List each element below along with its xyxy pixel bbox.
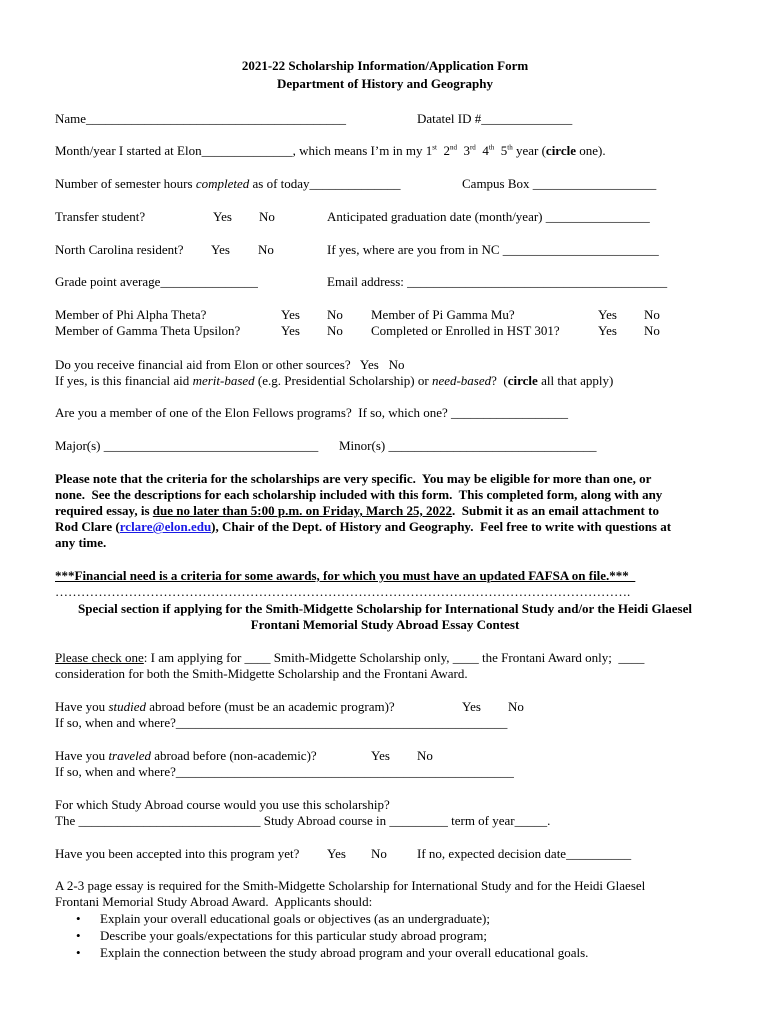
- hst-no-option[interactable]: No: [644, 323, 660, 338]
- essay-requirement-2: Frontani Memorial Study Abroad Award. Applicants should:: [55, 894, 373, 909]
- notice-line-2: none. See the descriptions for each scholarship included with this form. This completed form, along with any: [55, 487, 663, 502]
- majors-field[interactable]: Major(s) _________________________________: [55, 438, 319, 453]
- pgm-yes-option[interactable]: Yes: [598, 307, 617, 322]
- pi-gamma-mu-label: Member of Pi Gamma Mu?: [371, 307, 515, 322]
- datatel-id-field[interactable]: Datatel ID #______________: [417, 111, 573, 126]
- month-year-started-field[interactable]: Month/year I started at Elon______________, which means I’m in my 1st 2nd 3rd 4th 5th year (circle one).: [55, 143, 606, 158]
- nc-hometown-field[interactable]: If yes, where are you from in NC ________________________: [327, 242, 659, 257]
- email-field[interactable]: Email address: ________________________________________: [327, 274, 668, 289]
- special-section-title-2: Frontani Memorial Study Abroad Essay Contest: [250, 617, 520, 632]
- special-section-title-1: Special section if applying for the Smith-Midgette Scholarship for International Study and/or the Heidi Glaesel: [78, 601, 692, 616]
- nc-resident-label: North Carolina resident?: [55, 242, 184, 257]
- financial-aid-question: Do you receive financial aid from Elon or other sources? Yes No: [55, 357, 405, 372]
- hst301-label: Completed or Enrolled in HST 301?: [371, 323, 560, 338]
- essay-bullet-item: • Explain your overall educational goals or objectives (as an undergraduate);: [76, 911, 490, 926]
- studied-no-option[interactable]: No: [508, 699, 524, 714]
- notice-line-5: any time.: [55, 535, 107, 550]
- finaid-no-option[interactable]: No: [388, 357, 405, 372]
- notice-line-4: Rod Clare (rclare@elon.edu), Chair of the Dept. of History and Geography. Feel free to write with questions at: [55, 519, 672, 534]
- transfer-yes-option[interactable]: Yes: [213, 209, 232, 224]
- graduation-date-field[interactable]: Anticipated graduation date (month/year) ________________: [327, 209, 650, 224]
- nc-yes-option[interactable]: Yes: [211, 242, 230, 257]
- bullet-icon: •: [76, 911, 81, 926]
- essay-bullet-item: • Explain the connection between the study abroad program and your overall educational goals.: [76, 945, 589, 960]
- notice-line-1: Please note that the criteria for the scholarships are very specific. You may be eligible for more than one, or: [55, 471, 652, 486]
- name-field[interactable]: Name________________________________________: [55, 111, 347, 126]
- notice-line-3: required essay, is due no later than 5:00 p.m. on Friday, March 25, 2022. Submit it as an email attachment to: [55, 503, 659, 518]
- studied-when-field[interactable]: If so, when and where?___________________________________________________: [55, 715, 508, 730]
- essay-bullet-item: • Describe your goals/expectations for this particular study abroad program;: [76, 928, 487, 943]
- gamma-theta-upsilon-label: Member of Gamma Theta Upsilon?: [55, 323, 241, 338]
- pat-no-option[interactable]: No: [327, 307, 343, 322]
- decision-date-field[interactable]: If no, expected decision date__________: [417, 846, 632, 861]
- gtu-no-option[interactable]: No: [327, 323, 343, 338]
- deadline: due no later than 5:00 p.m. on Friday, March 25, 2022: [152, 503, 453, 518]
- transfer-no-option[interactable]: No: [259, 209, 275, 224]
- hst-yes-option[interactable]: Yes: [598, 323, 617, 338]
- traveled-no-option[interactable]: No: [417, 748, 433, 763]
- semester-hours-field[interactable]: Number of semester hours completed as of today______________: [55, 176, 401, 191]
- merit-based-option[interactable]: merit-based: [192, 373, 255, 388]
- essay-requirement-1: A 2-3 page essay is required for the Smith-Midgette Scholarship for International Study and for the Heidi Glaesel: [55, 878, 646, 893]
- form-title: 2021-22 Scholarship Information/Application Form: [241, 58, 529, 73]
- course-field[interactable]: The ____________________________ Study Abroad course in _________ term of year_____.: [55, 813, 551, 828]
- studied-abroad-question: Have you studied abroad before (must be an academic program)?: [55, 699, 395, 714]
- minors-field[interactable]: Minor(s) ________________________________: [339, 438, 597, 453]
- traveled-yes-option[interactable]: Yes: [371, 748, 390, 763]
- gpa-field[interactable]: Grade point average_______________: [55, 274, 258, 289]
- phi-alpha-theta-label: Member of Phi Alpha Theta?: [55, 307, 207, 322]
- pgm-no-option[interactable]: No: [644, 307, 660, 322]
- transfer-student-label: Transfer student?: [55, 209, 146, 224]
- studied-yes-option[interactable]: Yes: [462, 699, 481, 714]
- traveled-abroad-question: Have you traveled abroad before (non-academic)?: [55, 748, 317, 763]
- gtu-yes-option[interactable]: Yes: [281, 323, 300, 338]
- nc-no-option[interactable]: No: [258, 242, 274, 257]
- campus-box-field[interactable]: Campus Box ___________________: [462, 176, 657, 191]
- award-choice-line-2: consideration for both the Smith-Midgette Scholarship and the Frontani Award.: [55, 666, 468, 681]
- award-choice-line[interactable]: Please check one: I am applying for ____ Smith-Midgette Scholarship only, ____ the Frontani Award only; ____: [55, 650, 645, 665]
- traveled-when-field[interactable]: If so, when and where?____________________________________________________: [55, 764, 514, 779]
- fafsa-notice: ***Financial need is a criteria for some awards, for which you must have an updated FAFSA on file.***: [55, 568, 636, 583]
- email-link[interactable]: rclare@elon.edu: [119, 519, 212, 534]
- financial-aid-type: If yes, is this financial aid merit-based (e.g. Presidential Scholarship) or need-based? (circle all that apply): [55, 373, 614, 388]
- finaid-yes-option[interactable]: Yes: [359, 357, 379, 372]
- need-based-option[interactable]: need-based: [431, 373, 492, 388]
- department-title: Department of History and Geography: [277, 76, 493, 91]
- accepted-yes-option[interactable]: Yes: [327, 846, 346, 861]
- bullet-icon: •: [76, 945, 81, 960]
- pat-yes-option[interactable]: Yes: [281, 307, 300, 322]
- dotted-divider: …………………………………………………………………………………………………………………….: [55, 584, 631, 599]
- bullet-icon: •: [76, 928, 81, 943]
- elon-fellows-field[interactable]: Are you a member of one of the Elon Fellows programs? If so, which one? __________________: [55, 405, 569, 420]
- accepted-no-option[interactable]: No: [371, 846, 387, 861]
- accepted-question: Have you been accepted into this program yet?: [55, 846, 300, 861]
- course-question: For which Study Abroad course would you use this scholarship?: [55, 797, 390, 812]
